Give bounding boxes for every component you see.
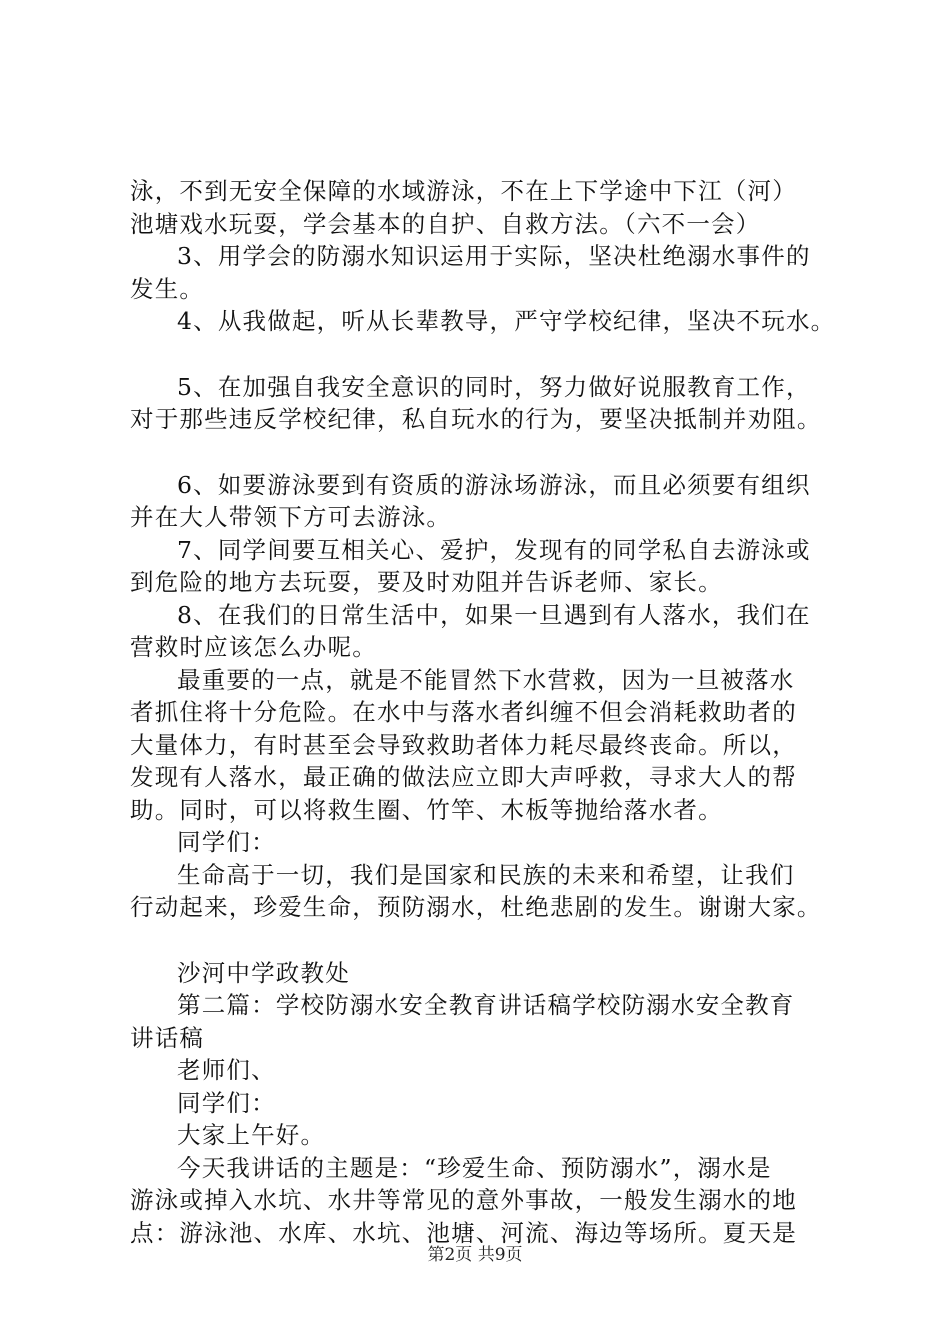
- text-line: 发现有人落水，最正确的做法应立即大声呼救，寻求大人的帮: [130, 763, 797, 791]
- text-line: 者抓住将十分危险。在水中与落水者纠缠不但会消耗救助者的: [130, 698, 797, 726]
- page-number: 第2页 共9页: [427, 1245, 523, 1265]
- text-line: 最重要的一点，就是不能冒然下水营救，因为一旦被落水: [177, 665, 795, 694]
- text-line: 到危险的地方去玩耍，要及时劝阻并告诉老师、家长。: [130, 568, 723, 596]
- text-line: 助。同时，可以将救生圈、竹竿、木板等抛给落水者。: [130, 795, 723, 824]
- text-line: 老师们、: [177, 1056, 276, 1084]
- text-line: 大量体力，有时甚至会导致救助者体力耗尽最终丧命。所以，: [130, 730, 797, 759]
- text-line: 点：游泳池、水库、水坑、池塘、河流、海边等场所。夏天是: [130, 1218, 797, 1247]
- text-line: 发生。: [130, 274, 205, 303]
- section-heading-continued: 讲话稿: [130, 1023, 205, 1052]
- text-line: 行动起来，珍爱生命，预防溺水，杜绝悲剧的发生。谢谢大家。: [130, 893, 822, 921]
- text-line: 并在大人带领下方可去游泳。: [130, 503, 452, 531]
- document-body: [130, 175, 845, 1249]
- signature-line: 沙河中学政教处: [177, 958, 350, 987]
- text-line: 8、在我们的日常生活中，如果一旦遇到有人落水，我们在: [177, 600, 811, 629]
- text-line: 3、用学会的防溺水知识运用于实际，坚决杜绝溺水事件的: [177, 242, 811, 270]
- text-line: 池塘戏水玩耍，学会基本的自护、自救方法。（六不一会）: [130, 209, 761, 238]
- text-line: 营救时应该怎么办呢。: [130, 633, 377, 661]
- text-line: 4、从我做起，听从长辈教导，严守学校纪律，坚决不玩水。: [177, 307, 836, 335]
- text-line: 5、在加强自我安全意识的同时，努力做好说服教育工作，: [177, 372, 811, 401]
- paragraph-gap: [130, 924, 845, 957]
- text-line: 今天我讲话的主题是：“珍爱生命、预防溺水”，溺水是: [177, 1153, 772, 1182]
- text-line: 大家上午好。: [177, 1121, 326, 1149]
- section-heading: 第二篇：学校防溺水安全教育讲话稿学校防溺水安全教育: [177, 991, 795, 1019]
- text-line: 7、同学间要互相关心、爱护，发现有的同学私自去游泳或: [177, 535, 811, 564]
- text-line: 游泳或掉入水坑、水井等常见的意外事故，一般发生溺水的地: [130, 1186, 797, 1214]
- paragraph-gap: [130, 338, 845, 371]
- text-line: 同学们：: [177, 1088, 276, 1117]
- text-line: 生命高于一切，我们是国家和民族的未来和希望，让我们: [177, 860, 795, 889]
- text-line: 对于那些违反学校纪律，私自玩水的行为，要坚决抵制并劝阻。: [130, 405, 822, 433]
- text-line: 泳，不到无安全保障的水域游泳，不在上下学途中下江（河）: [130, 177, 797, 205]
- text-line: 6、如要游泳要到有资质的游泳场游泳，而且必须要有组织: [177, 470, 811, 499]
- text-line: 同学们：: [177, 828, 276, 856]
- paragraph-gap: [130, 436, 845, 469]
